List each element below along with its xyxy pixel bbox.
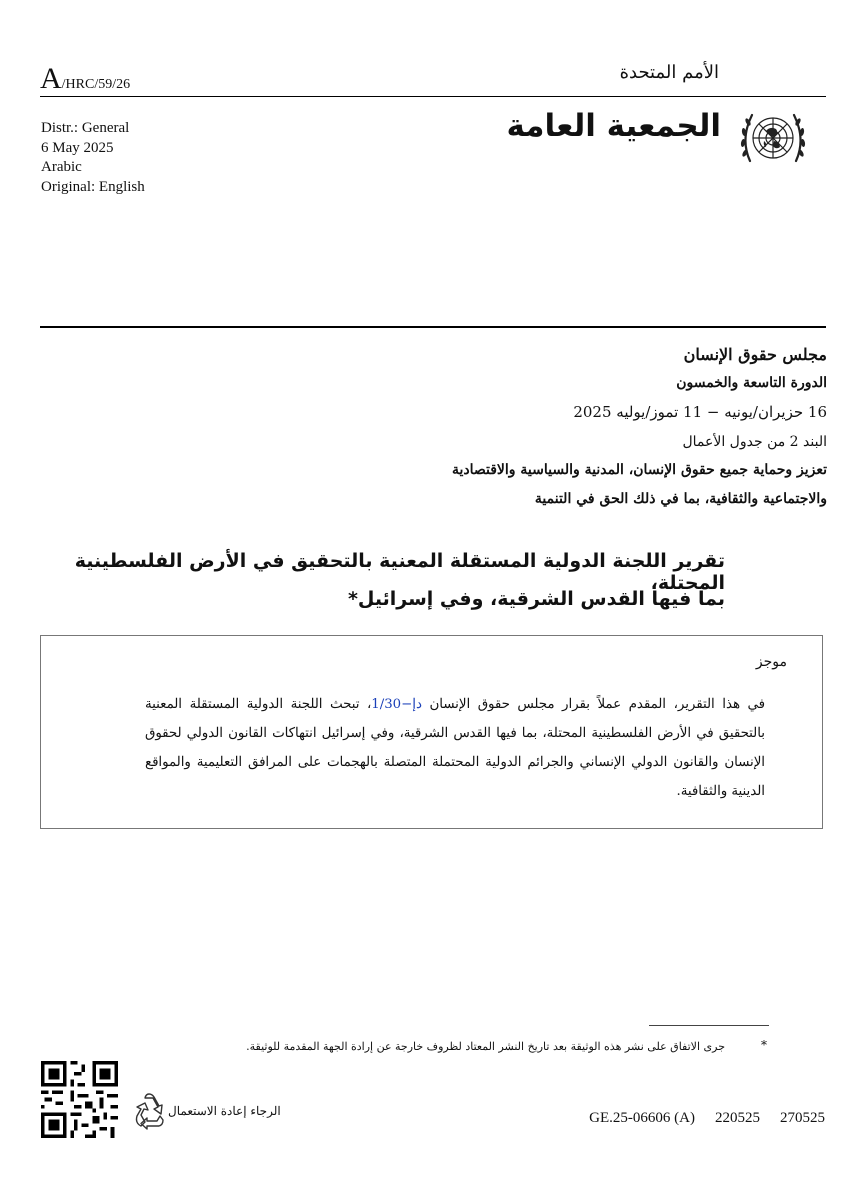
language: Arabic: [41, 159, 82, 175]
un-emblem-icon: [734, 103, 812, 173]
summary-heading: موجز: [755, 654, 787, 670]
distribution-block: [41, 119, 145, 197]
recycle-text: الرجاء إعادة الاستعمال: [168, 1104, 281, 1118]
distribution-line: Distr.: General: [41, 120, 130, 136]
summary-text-start: في هذا التقرير، المقدم عملاً بقرار مجلس حقوق الإنسان: [421, 697, 765, 712]
resolution-link[interactable]: دإ−1/30: [371, 697, 422, 712]
agenda-title-line-2: والاجتماعية والثقافية، بما في ذلك الحق في التنمية: [534, 491, 827, 507]
job-number: GE.25-06606 (A): [589, 1110, 695, 1126]
job-code-1: 220525: [715, 1110, 760, 1126]
job-number-line: [589, 1110, 825, 1127]
symbol-number: /HRC/59/26: [61, 77, 131, 92]
document-symbol: [40, 62, 130, 96]
session-name: الدورة التاسعة والخمسون: [676, 375, 827, 391]
session-dates: 16 حزيران/يونيه − 11 تموز/يوليه 2025: [573, 403, 827, 421]
issue-date: 6 May 2025: [41, 139, 114, 156]
section-rule: [40, 326, 826, 328]
job-code-2: 270525: [780, 1110, 825, 1126]
footnote-marker: *: [761, 1038, 767, 1052]
header-rule: [40, 96, 826, 97]
qr-code-icon: [41, 1061, 118, 1138]
summary-text: [145, 690, 765, 806]
agenda-title-line-1: تعزيز وحماية جميع حقوق الإنسان، المدنية والسياسية والاقتصادية: [451, 462, 827, 478]
footnote-rule: [649, 1025, 769, 1026]
report-title-line-1: تقرير اللجنة الدولية المستقلة المعنية بالتحقيق في الأرض الفلسطينية المحتلة،: [74, 550, 725, 594]
summary-text-end: ، تبحث اللجنة الدولية المستقلة المعنية بالتحقيق في الأرض الفلسطينية المحتلة، بما فيها القدس الشرقية، وفي إسرائيل انتهاكات القانون الدولي لحقوق الإنسان والقانون الدولي الإنساني والجرائم الدولية المحتملة المتصلة بالهجمات على المرافق التعليمية والمواقع الدينية والثقافية.: [145, 697, 765, 799]
original-language: Original: English: [41, 178, 145, 195]
council-name: مجلس حقوق الإنسان: [683, 345, 827, 364]
footnote-text: جرى الاتفاق على نشر هذه الوثيقة بعد تاريخ النشر المعتاد لظروف خارجة عن إرادة الجهة المقدمة للوثيقة.: [246, 1040, 725, 1053]
recycle-icon: [131, 1092, 167, 1134]
report-title-line-2: بما فيها القدس الشرقية، وفي إسرائيل*: [348, 588, 725, 610]
agenda-item: البند 2 من جدول الأعمال: [682, 434, 827, 450]
un-name: الأمم المتحدة: [619, 62, 719, 83]
symbol-letter: A: [40, 62, 62, 95]
general-assembly-title: الجمعية العامة: [506, 108, 721, 144]
